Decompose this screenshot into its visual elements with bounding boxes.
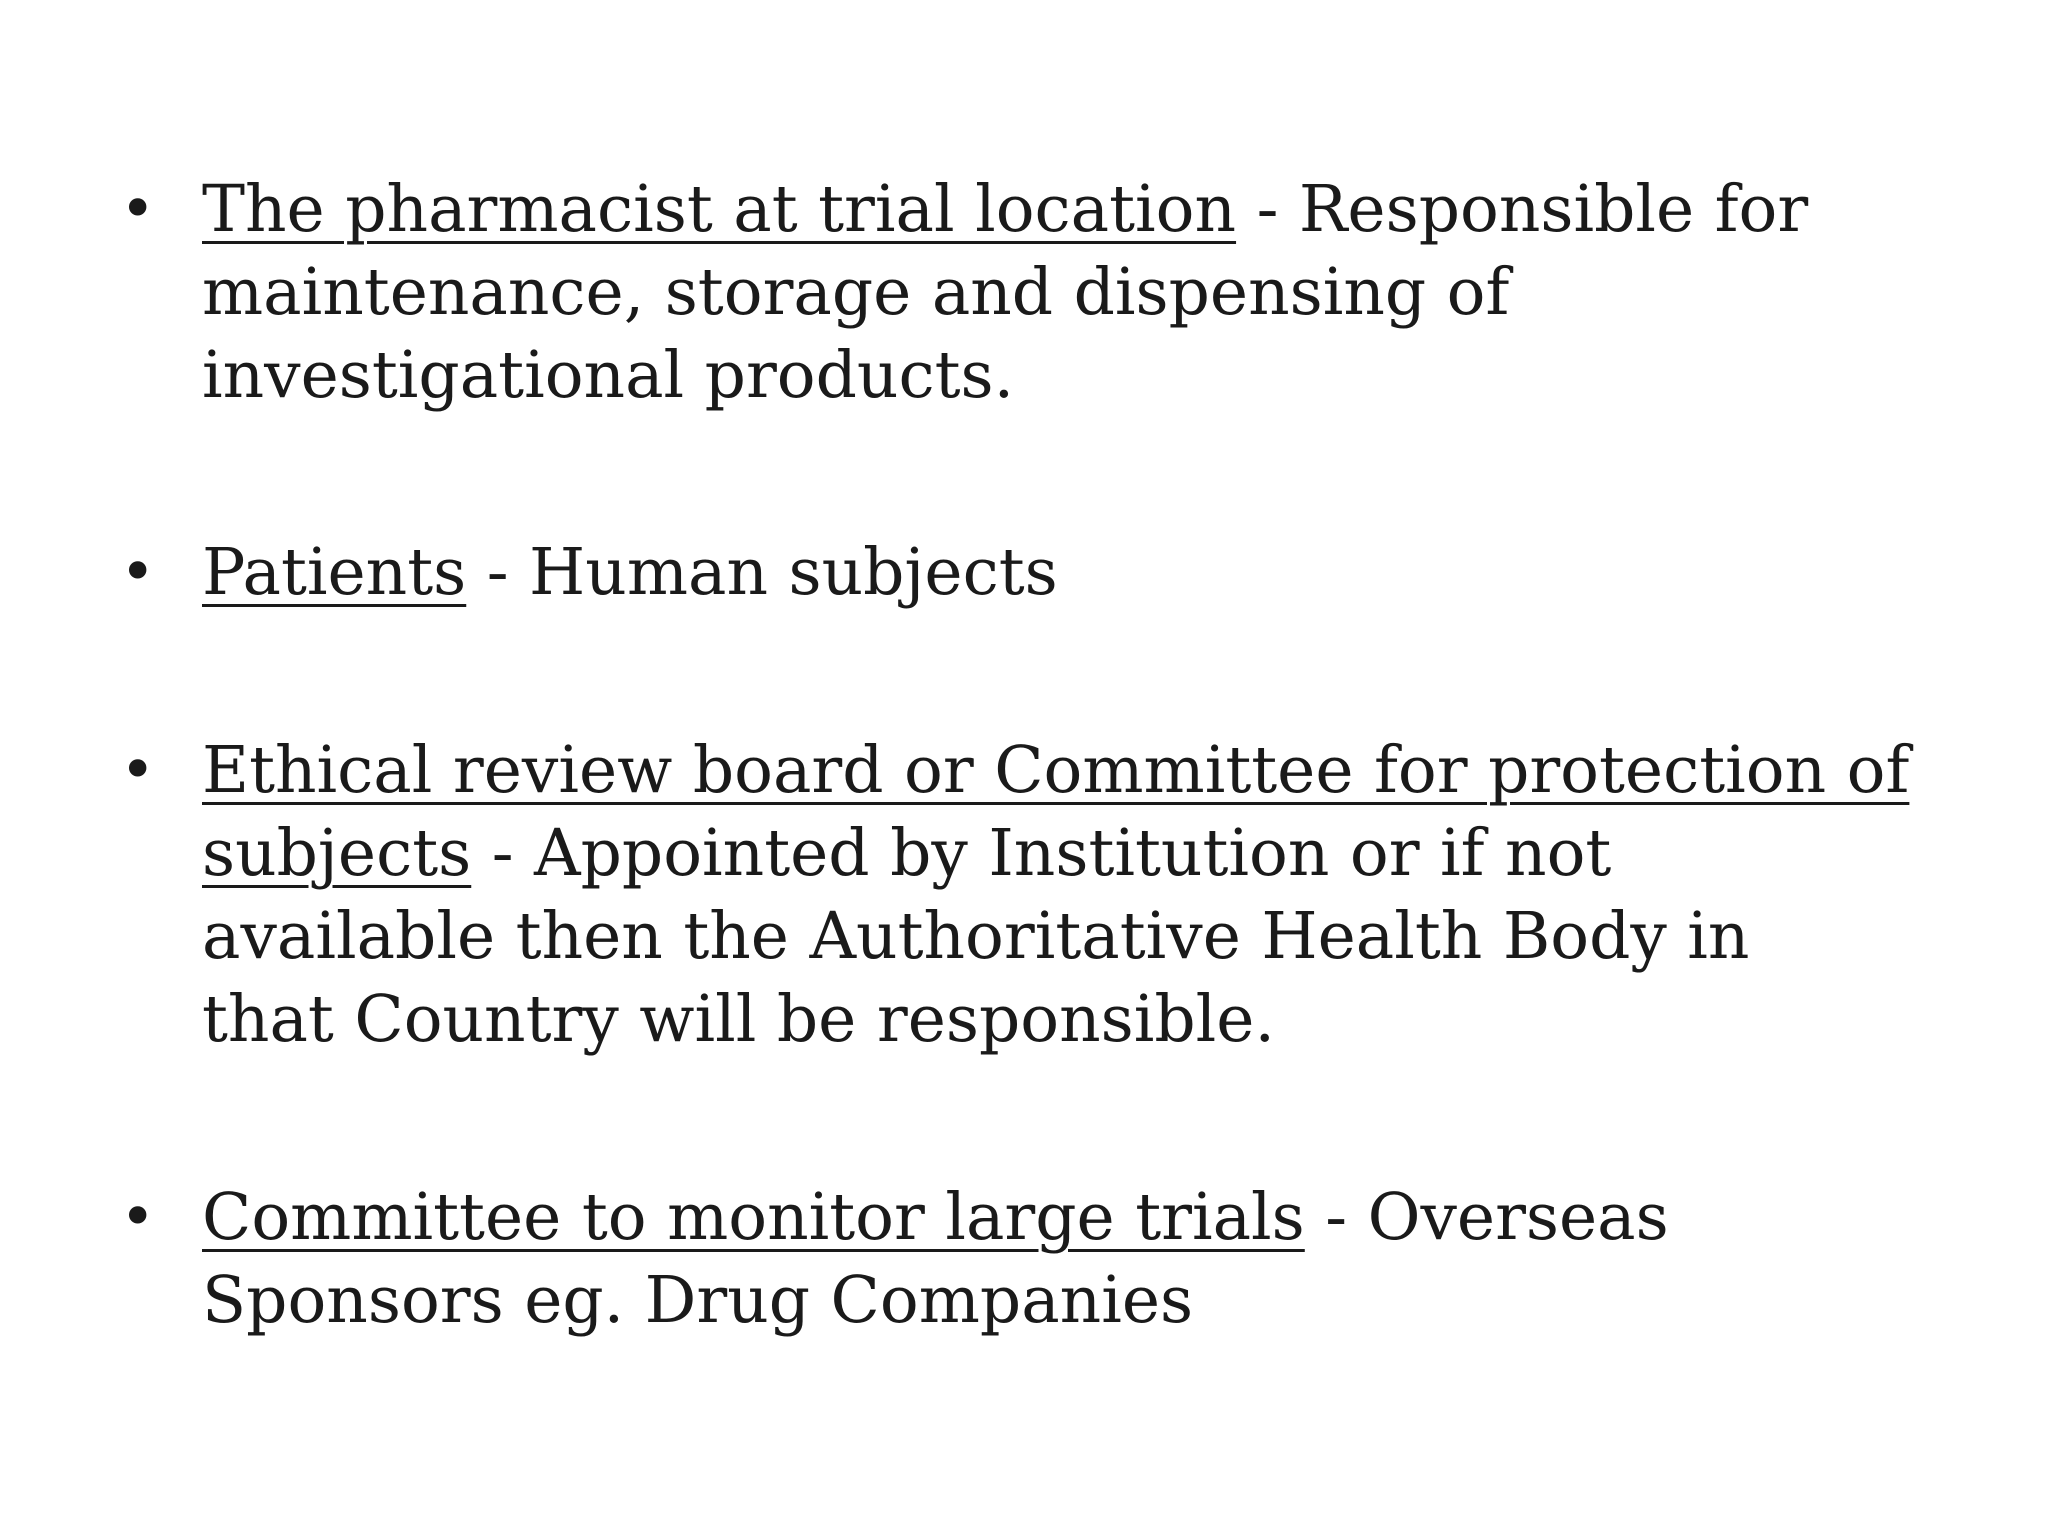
text-line — [202, 812, 1962, 895]
text-line — [202, 334, 1962, 417]
term-underlined: Committee to monitor large trials — [202, 1180, 1305, 1255]
term-description: - Overseas — [1304, 1180, 1669, 1255]
text-line — [202, 251, 1962, 334]
term-description: - Appointed by Institution or if not — [471, 816, 1612, 891]
term-description: maintenance, storage and dispensing of — [202, 255, 1510, 330]
bullet-text — [202, 168, 1962, 417]
text-line — [202, 729, 1962, 812]
term-description: available then the Authoritative Health Body in — [202, 899, 1750, 974]
bullet-marker: • — [120, 537, 156, 607]
bullet-text — [202, 531, 1962, 614]
term-description: investigational products. — [202, 338, 1015, 413]
bullet-text — [202, 729, 1962, 1061]
text-line — [202, 1176, 1962, 1259]
text-line — [202, 168, 1962, 251]
bullet-marker: • — [120, 735, 156, 805]
term-underlined: Patients — [202, 535, 467, 610]
text-line — [202, 978, 1962, 1061]
text-line — [202, 1259, 1962, 1342]
term-underlined: Ethical review board or Committee for protection of — [202, 733, 1910, 808]
term-description: that Country will be responsible. — [202, 982, 1275, 1057]
term-underlined: The pharmacist at trial location — [202, 172, 1237, 247]
text-line — [202, 531, 1962, 614]
text-line — [202, 895, 1962, 978]
term-underlined: subjects — [202, 816, 472, 891]
bullet-marker: • — [120, 174, 156, 244]
term-description: - Human subjects — [466, 535, 1058, 610]
bullet-text — [202, 1176, 1962, 1342]
term-description: Sponsors eg. Drug Companies — [202, 1263, 1194, 1338]
term-description: - Responsible for — [1236, 172, 1809, 247]
bullet-marker: • — [120, 1182, 156, 1252]
